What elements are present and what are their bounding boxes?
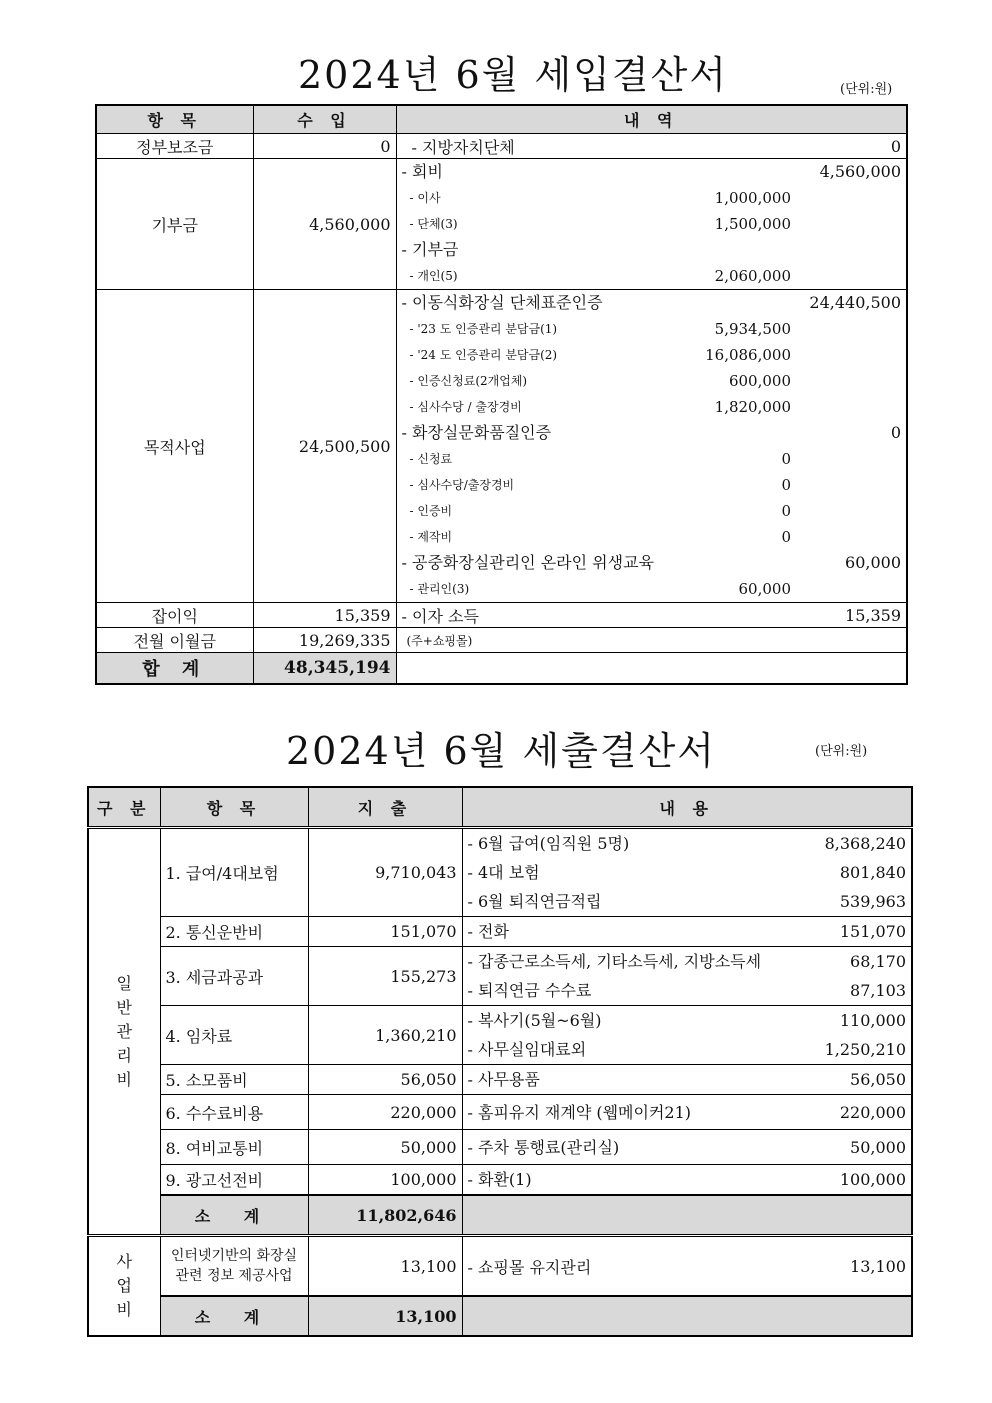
expense-table [87,786,913,1337]
expense-amount: 56,050 [308,1065,462,1095]
sub-amount: 1,500,000 [714,215,791,233]
expense-amount: 50,000 [308,1130,462,1165]
sub-amount: 0 [781,476,791,494]
detail-amount: 220,000 [839,1102,906,1122]
expense-amount: 1,360,210 [308,1006,462,1065]
expense-detail-cell [462,1065,912,1095]
sub-amount: 600,000 [728,372,791,390]
misc-detail: - 이자 소득 [401,606,479,626]
expense-header-item: 항 목 [160,787,308,828]
expense-header-category: 구 분 [88,787,160,828]
expense-detail-cell [462,917,912,947]
sub-label: - '24 도 인증관리 분담금(2) [409,348,558,362]
income-header-detail: 내 역 [396,105,907,134]
sub-label: - 단체(3) [409,217,458,231]
expense-item: 9. 광고선전비 [160,1165,308,1196]
detail-label: - 사무실임대료외 [467,1040,587,1059]
group-title: - 화장실문화품질인증 [401,423,552,442]
general-subtotal-label: 소 계 [160,1195,308,1236]
business-item [160,1236,308,1297]
detail-amount: 87,103 [850,981,906,1000]
expense-detail-cell [462,1130,912,1165]
business-subtotal-label: 소 계 [160,1296,308,1336]
sub-amount: 5,934,500 [714,320,791,338]
income-header-amount: 수 입 [253,105,396,134]
expense-item: 4. 임차료 [160,1006,308,1065]
expense-amount: 151,070 [308,917,462,947]
business-amount: 13,100 [308,1236,462,1297]
group-title: - 이동식화장실 단체표준인증 [401,293,603,312]
misc-label: 잡이익 [96,603,253,628]
gov-amount: 0 [253,134,396,159]
detail-label: - 복사기(5월~6월) [467,1011,602,1030]
sub-amount: 60,000 [738,580,791,598]
expense-amount: 100,000 [308,1165,462,1196]
donation-amount: 4,560,000 [253,159,396,290]
gov-label: 정부보조금 [96,134,253,159]
sub-label: - 관리인(3) [409,582,470,596]
sub-label: - 제작비 [409,530,453,544]
income-title: 2024년 6월 세입결산서 [298,53,728,97]
expense-item: 1. 급여/4대보험 [160,828,308,917]
detail-amount: 151,070 [839,922,906,941]
general-subtotal-amount: 11,802,646 [308,1195,462,1236]
detail-amount: 801,840 [839,863,906,882]
income-total-label: 합 계 [96,653,253,685]
gov-detail-cell [396,134,907,159]
misc-detail-cell [396,603,907,628]
detail-label: - 퇴직연금 수수료 [467,981,592,1000]
business-subtotal-amount: 13,100 [308,1296,462,1336]
detail-amount: 1,250,210 [824,1040,906,1059]
gov-detail-amount: 0 [890,136,901,156]
income-table [95,104,908,685]
purpose-label: 목적사업 [96,290,253,603]
sub-label: - '23 도 인증관리 분담금(1) [409,322,558,336]
sub-amount: 0 [781,528,791,546]
business-item-line1: 인터넷기반의 화장실 [170,1248,298,1264]
expense-item: 3. 세금과공과 [160,947,308,1006]
expense-detail-cell [462,1165,912,1196]
sub-label: - 심사수당 / 출장경비 [409,400,522,414]
expense-item: 6. 수수료비용 [160,1095,308,1130]
expense-item: 5. 소모품비 [160,1065,308,1095]
detail-amount: 539,963 [839,892,906,911]
general-subtotal-empty [462,1195,912,1236]
expense-header-content: 내 용 [462,787,912,828]
income-unit: (단위:원) [840,82,893,97]
expense-item: 2. 통신운반비 [160,917,308,947]
business-detail: - 쇼핑몰 유지관리 [467,1257,592,1277]
expense-amount: 155,273 [308,947,462,1006]
detail-amount: 8,368,240 [824,834,906,853]
sub-amount: 1,820,000 [714,398,791,416]
sub-amount: 0 [781,450,791,468]
carry-amount: 19,269,335 [253,628,396,653]
expense-detail-cell [462,947,912,1006]
group-total: 0 [890,423,901,442]
business-item-line2: 관련 정보 제공사업 [175,1268,293,1284]
group-total: 24,440,500 [809,293,901,312]
general-category: 일 반 관 리 비 [88,828,160,1236]
carry-detail: (주+쇼핑몰) [396,628,907,653]
income-total-amount: 48,345,194 [253,653,396,685]
sub-amount: 1,000,000 [714,189,791,207]
detail-amount: 50,000 [850,1137,906,1157]
detail-label: - 주차 통행료(관리실) [467,1137,620,1157]
detail-amount: 68,170 [850,952,906,971]
detail-amount: 56,050 [850,1070,906,1089]
sub-label: - 신청료 [409,452,453,466]
group-title: - 기부금 [401,240,459,259]
business-detail-cell [462,1236,912,1297]
misc-amount: 15,359 [253,603,396,628]
detail-label: - 6월 급여(임직원 5명) [467,834,630,853]
purpose-amount: 24,500,500 [253,290,396,603]
detail-label: - 전화 [467,922,509,941]
sub-label: - 인증비 [409,504,453,518]
expense-amount: 220,000 [308,1095,462,1130]
purpose-detail-cell [396,290,907,603]
donation-label: 기부금 [96,159,253,290]
expense-detail-cell [462,1006,912,1065]
income-header-item: 항 목 [96,105,253,134]
expense-detail-cell [462,1095,912,1130]
sub-label: - 개인(5) [409,269,458,283]
expense-amount: 9,710,043 [308,828,462,917]
gov-detail: - 지방자치단체 [411,137,515,157]
sub-label: - 심사수당/출장경비 [409,478,515,492]
sub-label: - 이사 [409,191,441,205]
detail-amount: 100,000 [839,1170,906,1189]
detail-label: - 홈피유지 재계약 (웹메이커21) [467,1102,692,1122]
business-detail-amount: 13,100 [850,1256,906,1276]
detail-label: - 6월 퇴직연금적립 [467,892,602,911]
group-total: 60,000 [845,553,901,572]
expense-item: 8. 여비교통비 [160,1130,308,1165]
detail-label: - 갑종근로소득세, 기타소득세, 지방소득세 [467,952,762,971]
detail-label: - 4대 보험 [467,863,540,882]
sub-amount: 2,060,000 [714,267,791,285]
detail-label: - 사무용품 [467,1070,540,1089]
sub-amount: 16,086,000 [705,346,791,364]
expense-title: 2024년 6월 세출결산서 [286,729,716,773]
carry-label: 전월 이월금 [96,628,253,653]
expense-header-amount: 지 출 [308,787,462,828]
donation-detail-cell [396,159,907,290]
business-subtotal-empty [462,1296,912,1336]
sub-amount: 0 [781,502,791,520]
income-total-empty [396,653,907,685]
sub-label: - 인증신청료(2개업체) [409,374,528,388]
expense-detail-cell [462,828,912,917]
detail-amount: 110,000 [839,1011,906,1030]
group-title: - 공중화장실관리인 온라인 위생교육 [401,553,655,572]
expense-unit: (단위:원) [815,744,868,759]
group-title: - 회비 [401,162,443,181]
group-total: 4,560,000 [819,162,901,181]
misc-detail-amount: 15,359 [845,605,901,625]
detail-label: - 화환(1) [467,1170,532,1189]
business-category: 사 업 비 [88,1236,160,1337]
